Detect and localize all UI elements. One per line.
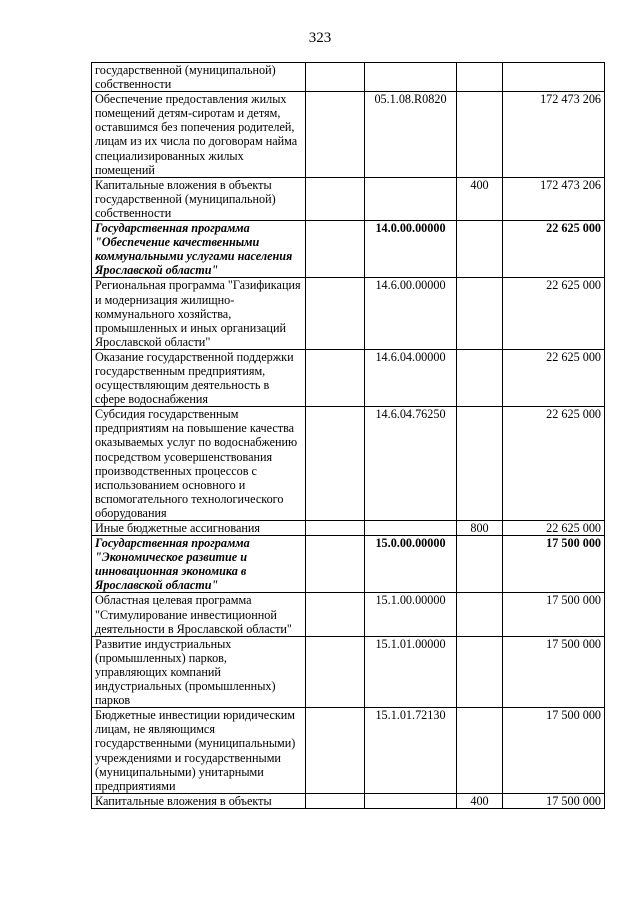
row-name: Региональная программа "Газификация и модернизация жилищно-коммунального хозяйства, промышленных и иных организаций Ярославской области" (92, 278, 306, 349)
row-sum: 172 473 206 (503, 177, 605, 220)
row-sum: 22 625 000 (503, 349, 605, 406)
table-row (92, 636, 605, 707)
row-sum: 22 625 000 (503, 278, 605, 349)
row-type (457, 593, 503, 636)
table-row (92, 278, 605, 349)
row-sum: 17 500 000 (503, 708, 605, 794)
row-type (457, 349, 503, 406)
row-extra (306, 521, 365, 536)
row-type (457, 636, 503, 707)
row-code: 05.1.08.R0820 (365, 92, 457, 178)
row-type: 800 (457, 521, 503, 536)
budget-table-body (92, 63, 605, 809)
page-number: 323 (308, 30, 332, 46)
row-code: 15.0.00.00000 (365, 536, 457, 593)
row-code (365, 63, 457, 92)
row-name: Капитальные вложения в объекты государственной (муниципальной) собственности (92, 177, 306, 220)
table-row-program (92, 221, 605, 278)
row-name: Государственная программа "Обеспечение качественными коммунальными услугами населения Ярославской области" (92, 221, 306, 278)
row-code: 15.1.01.00000 (365, 636, 457, 707)
table-row (92, 407, 605, 521)
row-extra (306, 708, 365, 794)
table-row (92, 177, 605, 220)
table-row (92, 593, 605, 636)
table-row (92, 521, 605, 536)
table-row (92, 793, 605, 808)
row-name: Обеспечение предоставления жилых помещений детям-сиротам и детям, оставшимся без попечения родителей, лицам из их числа по договорам найма специализированных жилых помещений (92, 92, 306, 178)
budget-table (91, 62, 605, 809)
table-row (92, 349, 605, 406)
table-row (92, 63, 605, 92)
row-code: 14.0.00.00000 (365, 221, 457, 278)
row-extra (306, 407, 365, 521)
row-name: Бюджетные инвестиции юридическим лицам, не являющимся государственными (муниципальными) учреждениями и государственными (муниципальными) унитарными предприятиями (92, 708, 306, 794)
row-type (457, 221, 503, 278)
row-extra (306, 536, 365, 593)
row-extra (306, 636, 365, 707)
row-extra (306, 593, 365, 636)
row-type (457, 278, 503, 349)
row-sum: 17 500 000 (503, 793, 605, 808)
row-sum: 22 625 000 (503, 521, 605, 536)
row-code: 14.6.04.00000 (365, 349, 457, 406)
row-code (365, 177, 457, 220)
row-extra (306, 221, 365, 278)
row-code (365, 793, 457, 808)
row-type (457, 63, 503, 92)
row-code: 14.6.00.00000 (365, 278, 457, 349)
row-name: Иные бюджетные ассигнования (92, 521, 306, 536)
row-sum: 22 625 000 (503, 407, 605, 521)
row-extra (306, 793, 365, 808)
row-name: Капитальные вложения в объекты (92, 793, 306, 808)
row-name: Государственная программа "Экономическое развитие и инновационная экономика в Ярославской области" (92, 536, 306, 593)
row-extra (306, 349, 365, 406)
row-code: 14.6.04.76250 (365, 407, 457, 521)
row-sum: 17 500 000 (503, 593, 605, 636)
table-row-program (92, 536, 605, 593)
row-name: Оказание государственной поддержки государственным предприятиям, осуществляющим деятельность в сфере водоснабжения (92, 349, 306, 406)
row-type (457, 708, 503, 794)
row-type (457, 536, 503, 593)
row-extra (306, 63, 365, 92)
row-sum: 172 473 206 (503, 92, 605, 178)
row-extra (306, 177, 365, 220)
row-code: 15.1.01.72130 (365, 708, 457, 794)
row-sum: 17 500 000 (503, 636, 605, 707)
row-type: 400 (457, 793, 503, 808)
row-name: Субсидия государственным предприятиям на повышение качества оказываемых услуг по водоснабжению посредством усовершенствования производственных процессов с использованием основного и вспомогательного технологического оборудования (92, 407, 306, 521)
row-extra (306, 278, 365, 349)
row-extra (306, 92, 365, 178)
row-name: Областная целевая программа "Стимулирование инвестиционной деятельности в Ярославской области" (92, 593, 306, 636)
row-name: Развитие индустриальных (промышленных) парков, управляющих компаний индустриальных (промышленных) парков (92, 636, 306, 707)
row-name: государственной (муниципальной) собственности (92, 63, 306, 92)
row-code (365, 521, 457, 536)
table-row (92, 92, 605, 178)
row-sum (503, 63, 605, 92)
table-row (92, 708, 605, 794)
row-type (457, 92, 503, 178)
row-sum: 17 500 000 (503, 536, 605, 593)
row-type: 400 (457, 177, 503, 220)
row-sum: 22 625 000 (503, 221, 605, 278)
row-type (457, 407, 503, 521)
row-code: 15.1.00.00000 (365, 593, 457, 636)
